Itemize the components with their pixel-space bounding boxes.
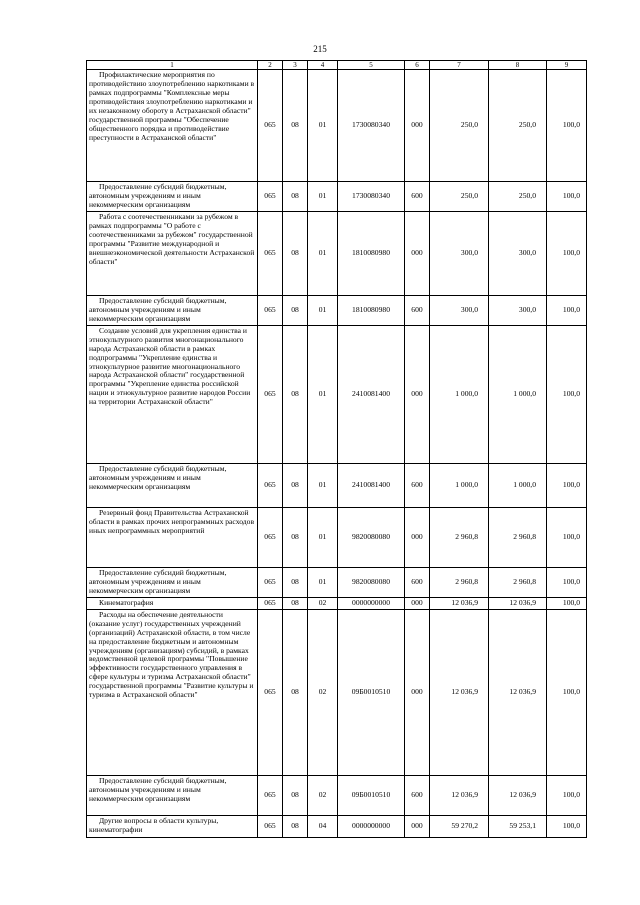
table-row bbox=[87, 507, 587, 567]
table-row bbox=[87, 609, 587, 775]
cell-c8: 300,0 bbox=[489, 295, 547, 325]
row-name-cell bbox=[87, 609, 258, 775]
table-row bbox=[87, 463, 587, 507]
cell-c5: 0000000000 bbox=[338, 815, 405, 837]
cell-c8: 59 253,1 bbox=[489, 815, 547, 837]
cell-c6: 600 bbox=[405, 463, 430, 507]
cell-c2: 065 bbox=[258, 597, 283, 609]
cell-c9: 100,0 bbox=[547, 295, 587, 325]
row-name-cell bbox=[87, 295, 258, 325]
cell-c7: 12 036,9 bbox=[430, 597, 489, 609]
row-name-cell bbox=[87, 325, 258, 463]
cell-c4: 01 bbox=[308, 325, 338, 463]
cell-c4: 01 bbox=[308, 70, 338, 182]
header-cell: 5 bbox=[338, 61, 405, 70]
cell-c9: 100,0 bbox=[547, 463, 587, 507]
cell-c6: 600 bbox=[405, 567, 430, 597]
row-name: Предоставление субсидий бюджетным, автономным учреждениям и иным некоммерческим организациям bbox=[89, 775, 227, 803]
cell-c9: 100,0 bbox=[547, 507, 587, 567]
header-row bbox=[87, 61, 587, 70]
cell-c7: 250,0 bbox=[430, 182, 489, 212]
cell-c6: 000 bbox=[405, 70, 430, 182]
cell-c5: 9820080080 bbox=[338, 567, 405, 597]
table-row bbox=[87, 567, 587, 597]
row-name-cell bbox=[87, 211, 258, 295]
cell-c8: 1 000,0 bbox=[489, 463, 547, 507]
cell-c9: 100,0 bbox=[547, 70, 587, 182]
table-row bbox=[87, 815, 587, 837]
cell-c6: 600 bbox=[405, 295, 430, 325]
header-cell: 9 bbox=[547, 61, 587, 70]
cell-c7: 2 960,8 bbox=[430, 567, 489, 597]
row-name-cell bbox=[87, 567, 258, 597]
cell-c4: 01 bbox=[308, 463, 338, 507]
cell-c2: 065 bbox=[258, 609, 283, 775]
cell-c7: 12 036,9 bbox=[430, 609, 489, 775]
cell-c3: 08 bbox=[283, 775, 308, 815]
header-cell: 3 bbox=[283, 61, 308, 70]
row-name: Предоставление субсидий бюджетным, автономным учреждениям и иным некоммерческим организациям bbox=[89, 567, 227, 595]
row-name-cell bbox=[87, 815, 258, 837]
budget-table bbox=[86, 60, 587, 838]
row-name: Предоставление субсидий бюджетным, автономным учреждениям и иным некоммерческим организациям bbox=[89, 182, 227, 209]
cell-c5: 2410081400 bbox=[338, 463, 405, 507]
cell-c3: 08 bbox=[283, 295, 308, 325]
cell-c8: 1 000,0 bbox=[489, 325, 547, 463]
cell-c5: 0000000000 bbox=[338, 597, 405, 609]
table-row bbox=[87, 295, 587, 325]
cell-c7: 1 000,0 bbox=[430, 325, 489, 463]
cell-c4: 02 bbox=[308, 597, 338, 609]
cell-c8: 2 960,8 bbox=[489, 507, 547, 567]
row-name-cell bbox=[87, 70, 258, 182]
cell-c9: 100,0 bbox=[547, 182, 587, 212]
cell-c6: 000 bbox=[405, 507, 430, 567]
cell-c7: 12 036,9 bbox=[430, 775, 489, 815]
cell-c8: 250,0 bbox=[489, 182, 547, 212]
cell-c7: 250,0 bbox=[430, 70, 489, 182]
cell-c3: 08 bbox=[283, 815, 308, 837]
cell-c7: 59 270,2 bbox=[430, 815, 489, 837]
row-name: Предоставление субсидий бюджетным, автономным учреждениям и иным некоммерческим организациям bbox=[89, 463, 227, 491]
cell-c4: 01 bbox=[308, 211, 338, 295]
row-name: Резервный фонд Правительства Астраханской области в рамках прочих непрограммных расходов иных непрограммных мероприятий bbox=[89, 507, 255, 535]
cell-c7: 1 000,0 bbox=[430, 463, 489, 507]
row-name-cell bbox=[87, 463, 258, 507]
header-cell: 1 bbox=[87, 61, 258, 70]
cell-c9: 100,0 bbox=[547, 815, 587, 837]
row-name-cell bbox=[87, 775, 258, 815]
row-name-cell bbox=[87, 182, 258, 212]
header-cell: 2 bbox=[258, 61, 283, 70]
header-cell: 6 bbox=[405, 61, 430, 70]
cell-c3: 08 bbox=[283, 597, 308, 609]
cell-c6: 600 bbox=[405, 775, 430, 815]
header-cell: 8 bbox=[489, 61, 547, 70]
table-row bbox=[87, 182, 587, 212]
cell-c6: 600 bbox=[405, 182, 430, 212]
cell-c4: 01 bbox=[308, 182, 338, 212]
cell-c5: 1810080980 bbox=[338, 211, 405, 295]
cell-c4: 02 bbox=[308, 775, 338, 815]
row-name: Другие вопросы в области культуры, кинематографии bbox=[89, 815, 219, 834]
table-row bbox=[87, 211, 587, 295]
cell-c8: 2 960,8 bbox=[489, 567, 547, 597]
table-row bbox=[87, 775, 587, 815]
cell-c6: 000 bbox=[405, 211, 430, 295]
cell-c2: 065 bbox=[258, 775, 283, 815]
cell-c2: 065 bbox=[258, 507, 283, 567]
cell-c6: 000 bbox=[405, 597, 430, 609]
cell-c3: 08 bbox=[283, 463, 308, 507]
cell-c3: 08 bbox=[283, 182, 308, 212]
cell-c8: 12 036,9 bbox=[489, 609, 547, 775]
cell-c9: 100,0 bbox=[547, 567, 587, 597]
cell-c8: 250,0 bbox=[489, 70, 547, 182]
cell-c2: 065 bbox=[258, 70, 283, 182]
cell-c4: 01 bbox=[308, 295, 338, 325]
cell-c4: 04 bbox=[308, 815, 338, 837]
cell-c7: 300,0 bbox=[430, 295, 489, 325]
page-number: 215 bbox=[313, 44, 327, 54]
cell-c5: 1730080340 bbox=[338, 70, 405, 182]
cell-c8: 12 036,9 bbox=[489, 597, 547, 609]
row-name: Создание условий для укрепления единства и этнокультурного развития многонационального народа Астраханской области в рамках подпрограммы "Укрепление единства и этнокультурное развитие многонационального народа Астраханской области" государственной программы "Укрепление единства российской нации и этнокультурное развитие народов России на территории Астраханской области" bbox=[89, 325, 251, 407]
cell-c9: 100,0 bbox=[547, 609, 587, 775]
cell-c4: 01 bbox=[308, 507, 338, 567]
row-name: Расходы на обеспечение деятельности (оказание услуг) государственных учреждений (организаций) Астраханской области, в том числе на предоставление бюджетным и автономным учреждениям (организациям) субсидий, в рамках ведомственной целевой программы "Повышение эффективности государственного управления в сфере культуры и туризма Астраханской области" государственной программы "Развитие культуры и туризма в Астраханской области" bbox=[89, 609, 254, 700]
cell-c5: 1810080980 bbox=[338, 295, 405, 325]
row-name: Предоставление субсидий бюджетным, автономным учреждениям и иным некоммерческим организациям bbox=[89, 295, 227, 323]
cell-c9: 100,0 bbox=[547, 211, 587, 295]
cell-c3: 08 bbox=[283, 567, 308, 597]
table-body bbox=[87, 61, 587, 838]
cell-c6: 000 bbox=[405, 815, 430, 837]
row-name: Кинематография bbox=[99, 597, 154, 607]
cell-c3: 08 bbox=[283, 609, 308, 775]
cell-c9: 100,0 bbox=[547, 597, 587, 609]
cell-c7: 300,0 bbox=[430, 211, 489, 295]
cell-c9: 100,0 bbox=[547, 325, 587, 463]
cell-c3: 08 bbox=[283, 70, 308, 182]
cell-c5: 9820080080 bbox=[338, 507, 405, 567]
cell-c5: 09Б0010510 bbox=[338, 775, 405, 815]
cell-c2: 065 bbox=[258, 325, 283, 463]
cell-c2: 065 bbox=[258, 182, 283, 212]
cell-c8: 300,0 bbox=[489, 211, 547, 295]
cell-c2: 065 bbox=[258, 463, 283, 507]
cell-c4: 02 bbox=[308, 609, 338, 775]
cell-c2: 065 bbox=[258, 295, 283, 325]
table-row bbox=[87, 70, 587, 182]
row-name: Работа с соотечественниками за рубежом в рамках подпрограммы "О работе с соотечественниками за рубежом" государственной программы "Развитие международной и внешнеэкономической деятельности Астраханской области" bbox=[89, 211, 255, 266]
cell-c5: 09Б0010510 bbox=[338, 609, 405, 775]
cell-c2: 065 bbox=[258, 815, 283, 837]
cell-c3: 08 bbox=[283, 211, 308, 295]
cell-c6: 000 bbox=[405, 325, 430, 463]
row-name: Профилактические мероприятия по противодействию злоупотреблению наркотиками в рамках подпрограммы "Комплексные меры противодействия злоупотреблению наркотиками и их незаконному обороту в Астраханской области" государственной программы "Обеспечение общественного порядка и противодействие преступности в Астраханской области" bbox=[89, 70, 255, 142]
cell-c3: 08 bbox=[283, 507, 308, 567]
table-row bbox=[87, 597, 587, 609]
cell-c6: 000 bbox=[405, 609, 430, 775]
cell-c5: 2410081400 bbox=[338, 325, 405, 463]
table-row bbox=[87, 325, 587, 463]
cell-c9: 100,0 bbox=[547, 775, 587, 815]
cell-c2: 065 bbox=[258, 211, 283, 295]
cell-c3: 08 bbox=[283, 325, 308, 463]
header-cell: 7 bbox=[430, 61, 489, 70]
cell-c5: 1730080340 bbox=[338, 182, 405, 212]
row-name-cell bbox=[87, 597, 258, 609]
header-cell: 4 bbox=[308, 61, 338, 70]
cell-c2: 065 bbox=[258, 567, 283, 597]
row-name-cell bbox=[87, 507, 258, 567]
cell-c4: 01 bbox=[308, 567, 338, 597]
cell-c8: 12 036,9 bbox=[489, 775, 547, 815]
cell-c7: 2 960,8 bbox=[430, 507, 489, 567]
